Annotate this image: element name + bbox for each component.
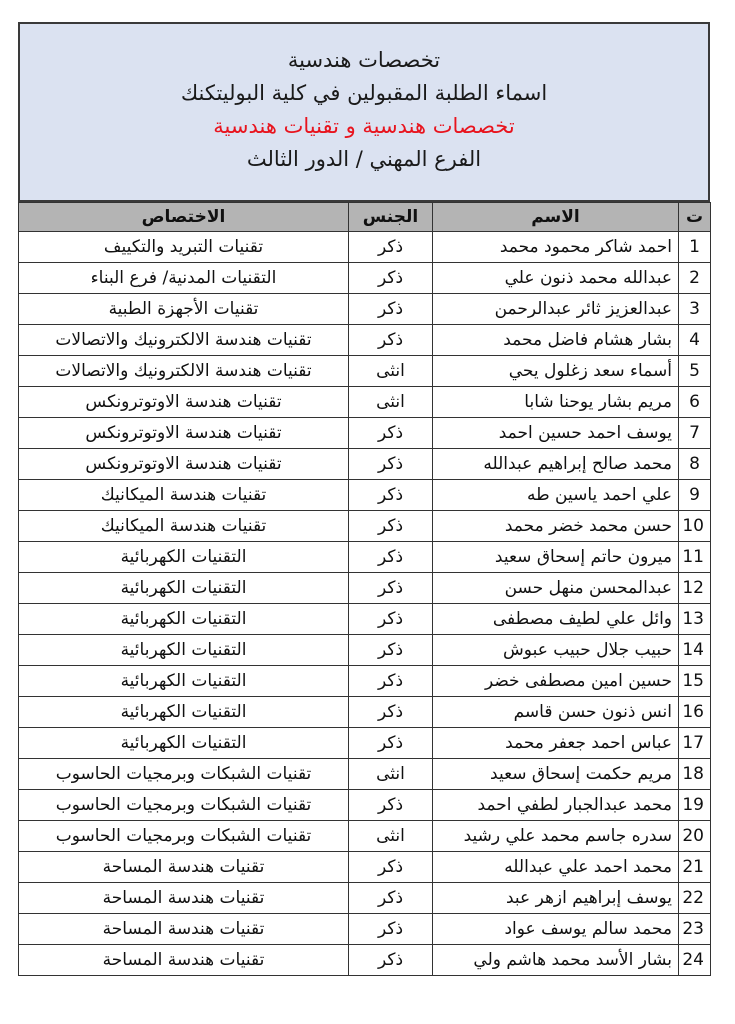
- row-number: 4: [679, 325, 711, 356]
- row-number: 1: [679, 232, 711, 263]
- student-name: محمد صالح إبراهيم عبدالله: [433, 449, 679, 480]
- table-row: [19, 418, 711, 449]
- student-gender: انثى: [349, 759, 433, 790]
- document-header: [18, 22, 710, 202]
- student-specialization: التقنيات الكهربائية: [19, 542, 349, 573]
- student-specialization: تقنيات هندسة الاوتوترونكس: [19, 449, 349, 480]
- table-row: [19, 728, 711, 759]
- student-name: احمد شاكر محمود محمد: [433, 232, 679, 263]
- row-number: 2: [679, 263, 711, 294]
- student-gender: ذكر: [349, 728, 433, 759]
- student-name: محمد سالم يوسف عواد: [433, 914, 679, 945]
- row-number: 23: [679, 914, 711, 945]
- student-gender: ذكر: [349, 542, 433, 573]
- student-specialization: تقنيات الشبكات وبرمجيات الحاسوب: [19, 790, 349, 821]
- header-branch-round: الفرع المهني / الدور الثالث: [246, 147, 482, 171]
- student-specialization: التقنيات الكهربائية: [19, 635, 349, 666]
- student-specialization: تقنيات هندسة المساحة: [19, 945, 349, 976]
- row-number: 18: [679, 759, 711, 790]
- table-row: [19, 263, 711, 294]
- student-specialization: التقنيات الكهربائية: [19, 728, 349, 759]
- student-gender: ذكر: [349, 573, 433, 604]
- row-number: 17: [679, 728, 711, 759]
- row-number: 8: [679, 449, 711, 480]
- table-row: [19, 449, 711, 480]
- student-gender: انثى: [349, 387, 433, 418]
- student-name: بشار هشام فاضل محمد: [433, 325, 679, 356]
- table-row: [19, 604, 711, 635]
- student-gender: ذكر: [349, 263, 433, 294]
- student-specialization: تقنيات الأجهزة الطبية: [19, 294, 349, 325]
- student-gender: ذكر: [349, 697, 433, 728]
- student-gender: ذكر: [349, 511, 433, 542]
- student-specialization: تقنيات هندسة الاوتوترونكس: [19, 387, 349, 418]
- row-number: 20: [679, 821, 711, 852]
- student-name: حسن محمد خضر محمد: [433, 511, 679, 542]
- student-gender: ذكر: [349, 635, 433, 666]
- student-name: عباس احمد جعفر محمد: [433, 728, 679, 759]
- table-row: [19, 759, 711, 790]
- table-row: [19, 790, 711, 821]
- student-gender: ذكر: [349, 914, 433, 945]
- row-number: 10: [679, 511, 711, 542]
- student-specialization: تقنيات الشبكات وبرمجيات الحاسوب: [19, 759, 349, 790]
- student-specialization: تقنيات هندسة المساحة: [19, 852, 349, 883]
- header-category: تخصصات هندسية: [287, 48, 441, 72]
- header-title: اسماء الطلبة المقبولين في كلية البوليتكنك: [180, 81, 548, 105]
- student-name: يوسف احمد حسين احمد: [433, 418, 679, 449]
- row-number: 24: [679, 945, 711, 976]
- row-number: 3: [679, 294, 711, 325]
- header-subtitle: تخصصات هندسية و تقنيات هندسية: [213, 114, 515, 138]
- row-number: 11: [679, 542, 711, 573]
- table-row: [19, 480, 711, 511]
- student-specialization: تقنيات هندسة الميكانيك: [19, 480, 349, 511]
- table-row: [19, 945, 711, 976]
- column-header-gender: الجنس: [349, 203, 433, 232]
- student-gender: ذكر: [349, 852, 433, 883]
- student-name: أسماء سعد زغلول يحي: [433, 356, 679, 387]
- student-name: علي احمد ياسين طه: [433, 480, 679, 511]
- student-specialization: تقنيات الشبكات وبرمجيات الحاسوب: [19, 821, 349, 852]
- student-gender: ذكر: [349, 945, 433, 976]
- student-specialization: التقنيات المدنية/ فرع البناء: [19, 263, 349, 294]
- student-specialization: التقنيات الكهربائية: [19, 666, 349, 697]
- table-row: [19, 294, 711, 325]
- row-number: 16: [679, 697, 711, 728]
- student-gender: ذكر: [349, 604, 433, 635]
- table-body: [19, 232, 711, 976]
- student-gender: ذكر: [349, 790, 433, 821]
- row-number: 14: [679, 635, 711, 666]
- student-gender: ذكر: [349, 294, 433, 325]
- row-number: 9: [679, 480, 711, 511]
- student-specialization: التقنيات الكهربائية: [19, 697, 349, 728]
- student-name: ميرون حاتم إسحاق سعيد: [433, 542, 679, 573]
- table-header-row: [19, 203, 711, 232]
- student-name: سدره جاسم محمد علي رشيد: [433, 821, 679, 852]
- document-sheet: [18, 22, 710, 976]
- table-row: [19, 356, 711, 387]
- student-name: يوسف إبراهيم ازهر عبد: [433, 883, 679, 914]
- table-row: [19, 821, 711, 852]
- row-number: 7: [679, 418, 711, 449]
- row-number: 6: [679, 387, 711, 418]
- student-specialization: تقنيات هندسة الالكترونيك والاتصالات: [19, 325, 349, 356]
- row-number: 5: [679, 356, 711, 387]
- table-row: [19, 914, 711, 945]
- student-gender: انثى: [349, 356, 433, 387]
- student-name: وائل علي لطيف مصطفى: [433, 604, 679, 635]
- student-name: بشار الأسد محمد هاشم ولي: [433, 945, 679, 976]
- table-row: [19, 852, 711, 883]
- student-specialization: التقنيات الكهربائية: [19, 573, 349, 604]
- student-specialization: التقنيات الكهربائية: [19, 604, 349, 635]
- student-name: عبدالعزيز ثائر عبدالرحمن: [433, 294, 679, 325]
- students-table: [18, 202, 711, 976]
- row-number: 21: [679, 852, 711, 883]
- student-gender: ذكر: [349, 449, 433, 480]
- student-specialization: تقنيات هندسة الاوتوترونكس: [19, 418, 349, 449]
- row-number: 19: [679, 790, 711, 821]
- table-row: [19, 325, 711, 356]
- student-name: محمد عبدالجبار لطفي احمد: [433, 790, 679, 821]
- student-name: عبدالله محمد ذنون علي: [433, 263, 679, 294]
- table-row: [19, 542, 711, 573]
- table-row: [19, 635, 711, 666]
- student-name: عبدالمحسن منهل حسن: [433, 573, 679, 604]
- student-name: حسين امين مصطفى خضر: [433, 666, 679, 697]
- student-gender: ذكر: [349, 666, 433, 697]
- student-name: حبيب جلال حبيب عبوش: [433, 635, 679, 666]
- student-name: انس ذنون حسن قاسم: [433, 697, 679, 728]
- table-row: [19, 883, 711, 914]
- row-number: 15: [679, 666, 711, 697]
- table-row: [19, 573, 711, 604]
- table-row: [19, 666, 711, 697]
- row-number: 22: [679, 883, 711, 914]
- table-row: [19, 697, 711, 728]
- student-specialization: تقنيات التبريد والتكييف: [19, 232, 349, 263]
- column-header-number: ت: [679, 203, 711, 232]
- row-number: 13: [679, 604, 711, 635]
- student-specialization: تقنيات هندسة المساحة: [19, 914, 349, 945]
- table-row: [19, 232, 711, 263]
- student-gender: انثى: [349, 821, 433, 852]
- column-header-specialization: الاختصاص: [19, 203, 349, 232]
- student-gender: ذكر: [349, 232, 433, 263]
- table-row: [19, 511, 711, 542]
- student-gender: ذكر: [349, 325, 433, 356]
- student-gender: ذكر: [349, 883, 433, 914]
- student-specialization: تقنيات هندسة الميكانيك: [19, 511, 349, 542]
- student-gender: ذكر: [349, 418, 433, 449]
- student-specialization: تقنيات هندسة المساحة: [19, 883, 349, 914]
- student-name: مريم حكمت إسحاق سعيد: [433, 759, 679, 790]
- student-name: محمد احمد علي عبدالله: [433, 852, 679, 883]
- row-number: 12: [679, 573, 711, 604]
- column-header-name: الاسم: [433, 203, 679, 232]
- student-gender: ذكر: [349, 480, 433, 511]
- student-specialization: تقنيات هندسة الالكترونيك والاتصالات: [19, 356, 349, 387]
- table-row: [19, 387, 711, 418]
- student-name: مريم بشار يوحنا شابا: [433, 387, 679, 418]
